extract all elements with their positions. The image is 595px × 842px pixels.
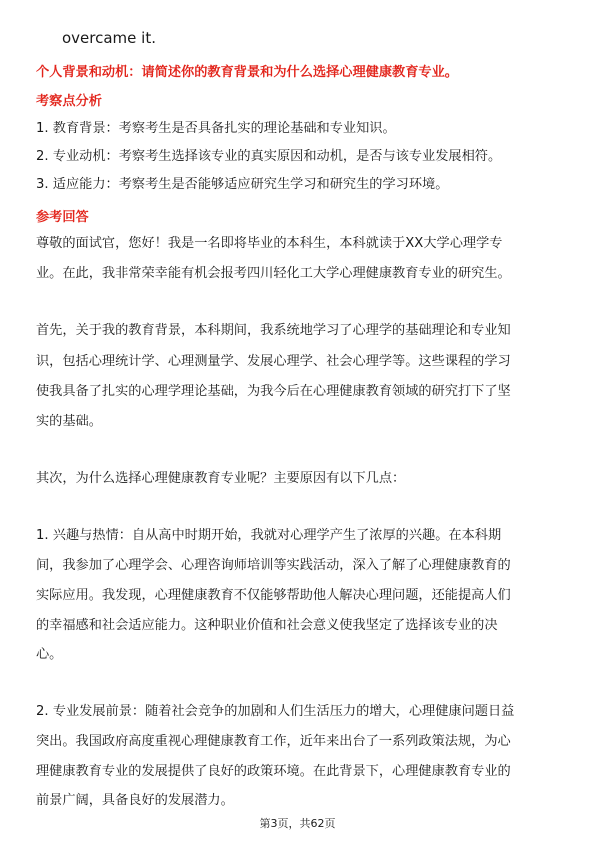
answer-line: 前景广阔，具备良好的发展潜力。	[36, 793, 234, 808]
answer-line: 识，包括心理统计学、心理测量学、发展心理学、社会心理学等。这些课程的学习	[36, 354, 511, 369]
analysis-item: 2. 专业动机：考察考生选择该专业的真实原因和动机，是否与该专业发展相符。	[36, 149, 502, 164]
answer-line: 尊敬的面试官，您好！我是一名即将毕业的本科生，本科就读于XX大学心理学专	[36, 236, 503, 251]
answer-line: 突出。我国政府高度重视心理健康教育工作，近年来出台了一系列政策法规，为心	[36, 734, 511, 749]
analysis-item: 1. 教育背景：考察考生是否具备扎实的理论基础和专业知识。	[36, 121, 396, 136]
answer-line: 心。	[36, 647, 63, 662]
answer-line: 的幸福感和社会适应能力。这种职业价值和社会意义使我坚定了选择该专业的决	[36, 618, 498, 633]
answer-line: 理健康教育专业的发展提供了良好的政策环境。在此背景下，心理健康教育专业的	[36, 764, 511, 779]
answer-line: 首先，关于我的教育背景，本科期间，我系统地学习了心理学的基础理论和专业知	[36, 323, 511, 338]
answer-line: 使我具备了扎实的心理学理论基础，为我今后在心理健康教育领域的研究打下了坚	[36, 384, 511, 399]
answer-line: 其次，为什么选择心理健康教育专业呢？主要原因有以下几点：	[36, 471, 406, 486]
continued-text: overcame it.	[62, 29, 156, 47]
answer-line: 实的基础。	[36, 414, 102, 429]
page-number-footer: 第3页，共62页	[259, 817, 336, 830]
answer-line: 间，我参加了心理学会、心理咨询师培训等实践活动，深入了解了心理健康教育的	[36, 558, 511, 573]
answer-line: 实际应用。我发现，心理健康教育不仅能够帮助他人解决心理问题，还能提高人们	[36, 588, 511, 603]
answer-line: 1. 兴趣与热情：自从高中时期开始，我就对心理学产生了浓厚的兴趣。在本科期	[36, 528, 502, 543]
analysis-item: 3. 适应能力：考察考生是否能够适应研究生学习和研究生的学习环境。	[36, 177, 449, 192]
answer-line: 业。在此，我非常荣幸能有机会报考四川轻化工大学心理健康教育专业的研究生。	[36, 266, 511, 281]
analysis-heading: 考察点分析	[36, 94, 102, 109]
question-heading: 个人背景和动机：请简述你的教育背景和为什么选择心理健康教育专业。	[36, 65, 458, 80]
answer-heading: 参考回答	[36, 210, 89, 225]
answer-line: 2. 专业发展前景：随着社会竞争的加剧和人们生活压力的增大，心理健康问题日益	[36, 704, 515, 719]
